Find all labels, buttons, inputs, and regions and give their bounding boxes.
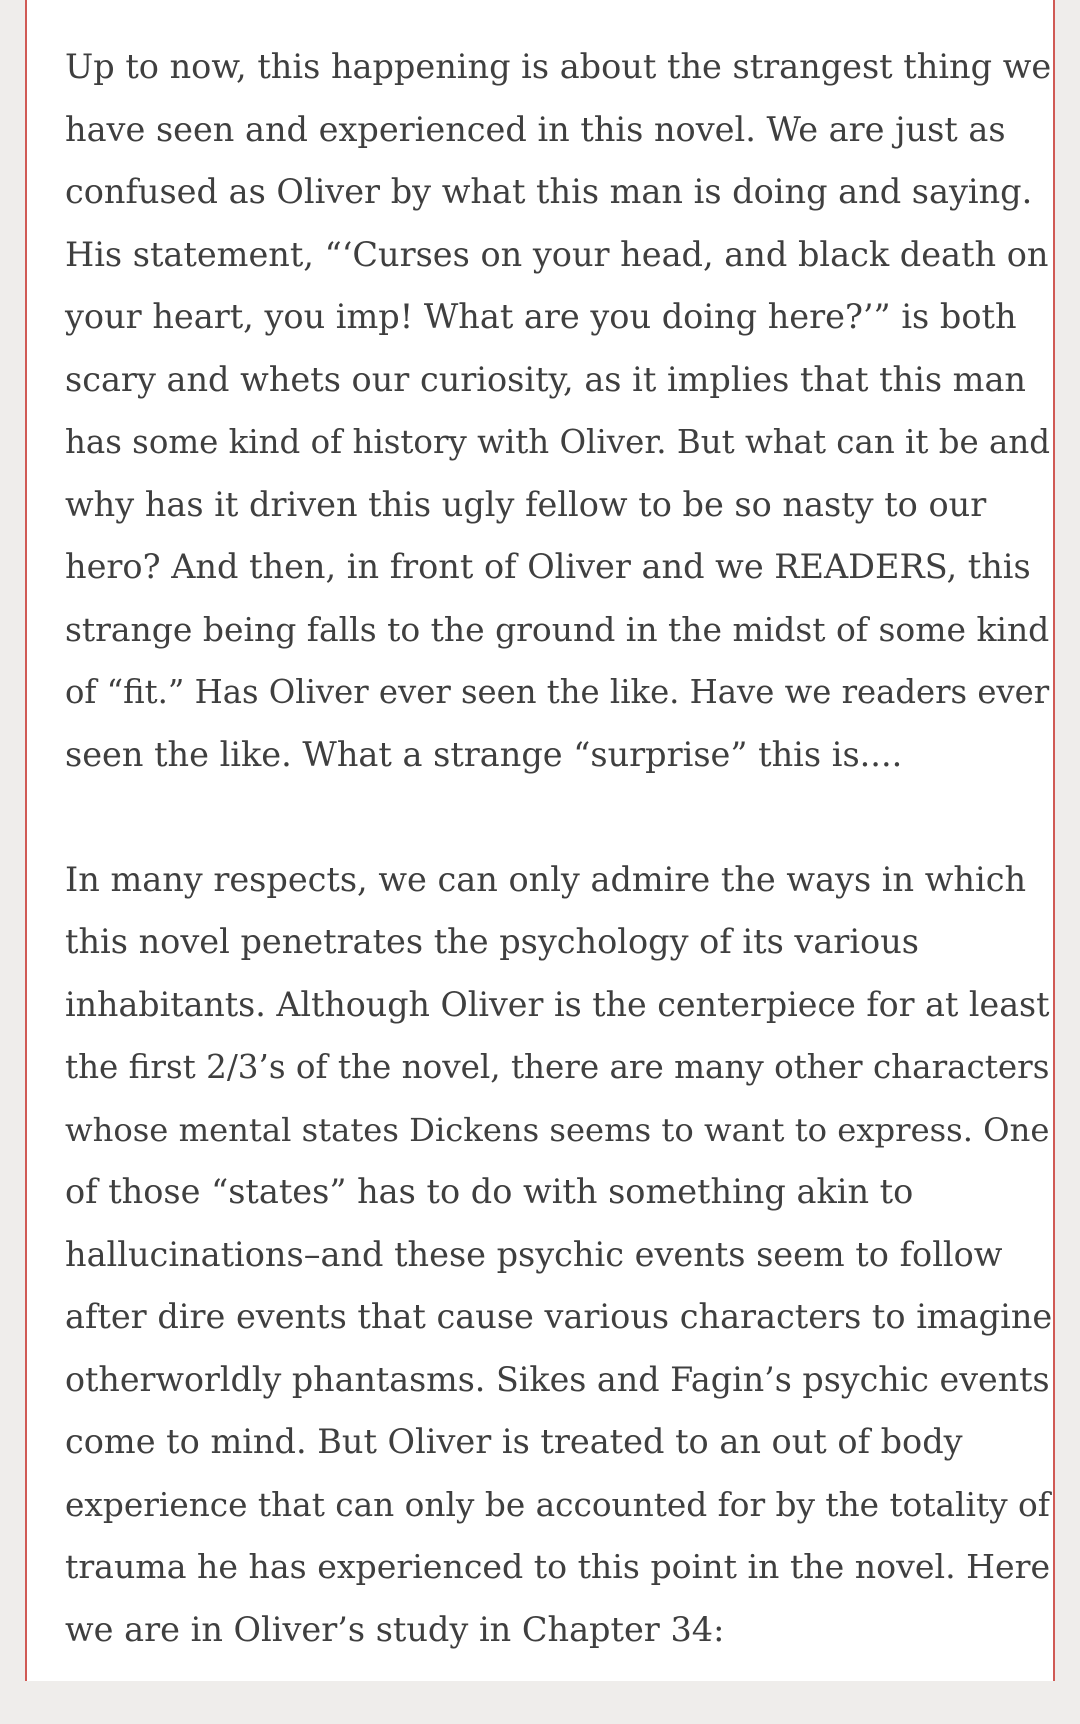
paragraph-line: Up to now, this happening is about the strangest thing we <box>65 47 1052 86</box>
paragraph-line: inhabitants. Although Oliver is the centerpiece for at least <box>65 984 1050 1024</box>
paragraph-line: of “fit.” Has Oliver ever seen the like. Have we readers ever <box>65 673 1050 711</box>
paragraph-line: this novel penetrates the psychology of its various <box>65 922 919 961</box>
paragraph-line: scary and whets our curiosity, as it implies that this man <box>65 359 1026 399</box>
paragraph-line: trauma he has experienced to this point in the novel. Here <box>65 1547 1051 1586</box>
paragraph-line: His statement, “‘Curses on your head, and black death on <box>65 234 1049 274</box>
paragraph-line: hallucinations–and these psychic events seem to follow <box>65 1234 1003 1274</box>
paragraph-line: your heart, you imp! What are you doing here?’” is both <box>65 297 1017 336</box>
paragraph-line: whose mental states Dickens seems to want to express. One <box>65 1110 1050 1149</box>
paragraph-line: seen the like. What a strange “surprise” this is.... <box>65 734 903 774</box>
paragraph-2 <box>65 849 1055 1662</box>
paragraph-line: we are in Oliver’s study in Chapter 34: <box>65 1609 725 1649</box>
paragraph-line: confused as Oliver by what this man is doing and saying. <box>65 172 1033 211</box>
paragraph-line: otherworldly phantasms. Sikes and Fagin’s psychic events <box>65 1359 1050 1399</box>
article-panel <box>25 0 1055 1681</box>
paragraph-line: after dire events that cause various characters to imagine <box>65 1297 1053 1336</box>
paragraph-1 <box>65 36 1055 786</box>
article-body <box>65 36 1055 1724</box>
paragraph-line: come to mind. But Oliver is treated to an out of body <box>65 1422 963 1461</box>
paragraph-line: have seen and experienced in this novel. We are just as <box>65 109 1006 149</box>
paragraph-line: In many respects, we can only admire the ways in which <box>65 859 1027 899</box>
paragraph-line: the first 2/3’s of the novel, there are many other characters <box>65 1048 1050 1086</box>
paragraph-line: strange being falls to the ground in the midst of some kind <box>65 609 1050 649</box>
paragraph-line: has some kind of history with Oliver. But what can it be and <box>65 423 1051 461</box>
paragraph-line: experience that can only be accounted for by the totality of <box>65 1485 1050 1524</box>
paragraph-line: of those “states” has to do with something akin to <box>65 1172 914 1211</box>
paragraph-line: why has it driven this ugly fellow to be so nasty to our <box>65 484 987 524</box>
paragraph-line: hero? And then, in front of Oliver and we READERS, this <box>65 547 1031 586</box>
